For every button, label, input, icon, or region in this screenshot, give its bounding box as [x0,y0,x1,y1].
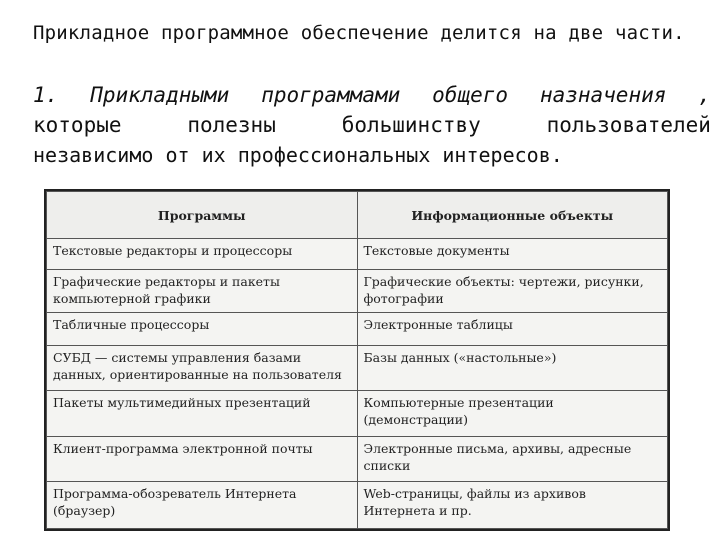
object-cell: Электронные письма, архивы, адресные списки [357,436,668,481]
paragraph-line-3 [33,140,711,170]
software-table [44,189,670,531]
table-row [47,239,668,270]
program-cell: Пакеты мультимедийных презентаций [47,391,358,436]
table-row [47,481,668,528]
table-row [47,270,668,313]
program-cell: Табличные процессоры [47,313,358,346]
table-row [47,436,668,481]
word: назначения [539,83,667,107]
word: Прикладными [90,83,230,107]
word: программами [261,83,401,107]
object-cell: Компьютерные презентации (демонстрации) [357,391,668,436]
table-row [47,346,668,391]
table-header-row [47,192,668,239]
word: большинству [341,113,481,137]
word: пользователей [546,113,711,137]
program-cell: Текстовые редакторы и процессоры [47,239,358,270]
program-cell: Клиент-программа электронной почты [47,436,358,481]
page-heading: Прикладное программное обеспечение делится на две части. [33,22,685,44]
object-cell: Базы данных («настольные») [357,346,668,391]
word: 1. [33,83,59,107]
program-cell: Графические редакторы и пакеты компьютерной графики [47,270,358,313]
word: полезны [187,113,276,137]
header-objects: Информационные объекты [357,192,668,239]
table-row [47,313,668,346]
word: общего [432,83,509,107]
object-cell: Текстовые документы [357,239,668,270]
table [46,191,668,529]
word: которые [33,113,122,137]
header-programs: Программы [47,192,358,239]
intro-paragraph [33,80,711,170]
program-cell: СУБД — системы управления базами данных, ориентированные на пользователя [47,346,358,391]
program-cell: Программа-обозреватель Интернета (браузер) [47,481,358,528]
word: , [698,83,711,107]
paragraph-line-1 [33,80,711,110]
object-cell: Web-страницы, файлы из архивов Интернета и пр. [357,481,668,528]
paragraph-text: независимо от их профессиональных интересов. [33,143,563,167]
paragraph-line-2 [33,110,711,140]
object-cell: Электронные таблицы [357,313,668,346]
table-row [47,391,668,436]
object-cell: Графические объекты: чертежи, рисунки, фотографии [357,270,668,313]
